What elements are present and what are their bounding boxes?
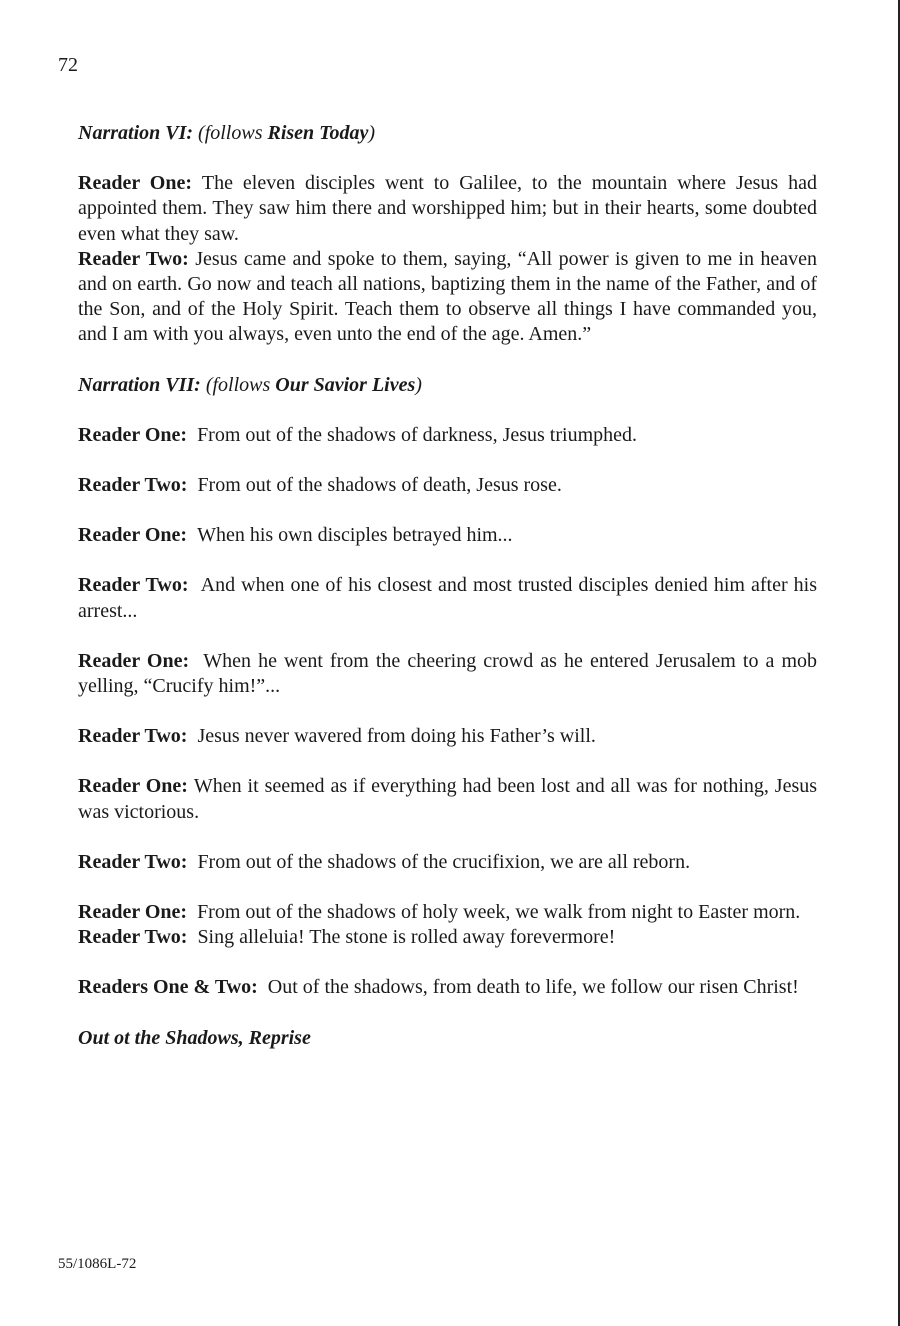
reading-line: [78, 247, 817, 348]
follows-suffix: ): [368, 122, 376, 144]
reading-text: When his own disciples betrayed him...: [197, 524, 513, 547]
speaker-label: Reader Two:: [78, 926, 188, 949]
follows-suffix: ): [415, 373, 422, 396]
speaker-label: Reader Two:: [78, 247, 189, 270]
speaker-label: Reader Two:: [78, 725, 188, 748]
follows-song-title: Our Savior Lives: [275, 373, 416, 396]
page-content: [78, 121, 817, 1051]
speaker-label: Reader One:: [78, 775, 188, 798]
reading-text: The eleven disciples went to Galilee, to the mountain where Jesus had appointed them. They saw him there and worshipped him; but in their hearts, some doubted even what they saw.: [78, 172, 817, 245]
reading-line: [78, 573, 817, 623]
reading-text: From out of the shadows of death, Jesus rose.: [197, 474, 562, 497]
narration-vii-title: Narration VII:: [78, 373, 201, 396]
reading-line: [78, 423, 817, 448]
reading-line: [78, 900, 817, 925]
reading-line: [78, 925, 817, 950]
reading-text: And when one of his closest and most trusted disciples denied him after his arrest...: [78, 574, 818, 622]
speaker-label: Reader Two:: [78, 850, 188, 873]
reading-text: Sing alleluia! The stone is rolled away forevermore!: [197, 926, 616, 949]
reading-line: [78, 975, 817, 1000]
reading-text: From out of the shadows of darkness, Jesus triumphed.: [197, 423, 638, 446]
narration-vi-title: Narration VI:: [78, 122, 194, 144]
reading-text: Jesus never wavered from doing his Father’s will.: [197, 725, 596, 748]
page-number: 72: [58, 54, 78, 76]
reading-text: When it seemed as if everything had been lost and all was for nothing, Jesus was victorious.: [78, 775, 818, 823]
closing-heading: Out ot the Shadows, Reprise: [78, 1026, 311, 1049]
reading-line: [78, 850, 817, 875]
speaker-label: Reader Two:: [78, 474, 188, 497]
speaker-label: Reader One:: [78, 172, 192, 195]
reading-text: When he went from the cheering crowd as he entered Jerusalem to a mob yelling, “Crucify him!”...: [78, 649, 818, 698]
reading-line: [78, 171, 817, 247]
narration-vii-heading: [78, 373, 817, 398]
reading-line: [78, 774, 817, 824]
narration-vi-heading: [78, 121, 817, 146]
footer-code: 55/1086L-72: [58, 1256, 137, 1272]
reading-line: [78, 523, 817, 548]
reading-line: [78, 724, 817, 749]
reading-text: From out of the shadows of holy week, we walk from night to Easter morn.: [197, 901, 801, 924]
speaker-label: Reader One:: [78, 423, 188, 446]
speaker-label: Reader One:: [78, 649, 190, 672]
reading-text: From out of the shadows of the crucifixion, we are all reborn.: [197, 850, 691, 873]
follows-prefix: (follows: [200, 373, 276, 396]
reading-line: [78, 473, 817, 498]
reading-line: [78, 649, 817, 699]
speaker-label: Readers One & Two:: [78, 976, 258, 999]
speaker-label: Reader Two:: [78, 574, 189, 597]
speaker-label: Reader One:: [78, 524, 188, 547]
follows-song-title: Risen Today: [267, 122, 369, 144]
follows-prefix: (follows: [193, 122, 268, 144]
speaker-label: Reader One:: [78, 901, 188, 924]
reading-text: Out of the shadows, from death to life, we follow our risen Christ!: [267, 976, 799, 999]
reading-text: Jesus came and spoke to them, saying, “All power is given to me in heaven and on earth. Go now and teach all nations, baptizing them in the name of the Father, and of the Son, and of the Holy Spirit. Teach them to observe all things I have commanded you, and I am with you always, even unto the end of the age. Amen.”: [78, 247, 817, 346]
